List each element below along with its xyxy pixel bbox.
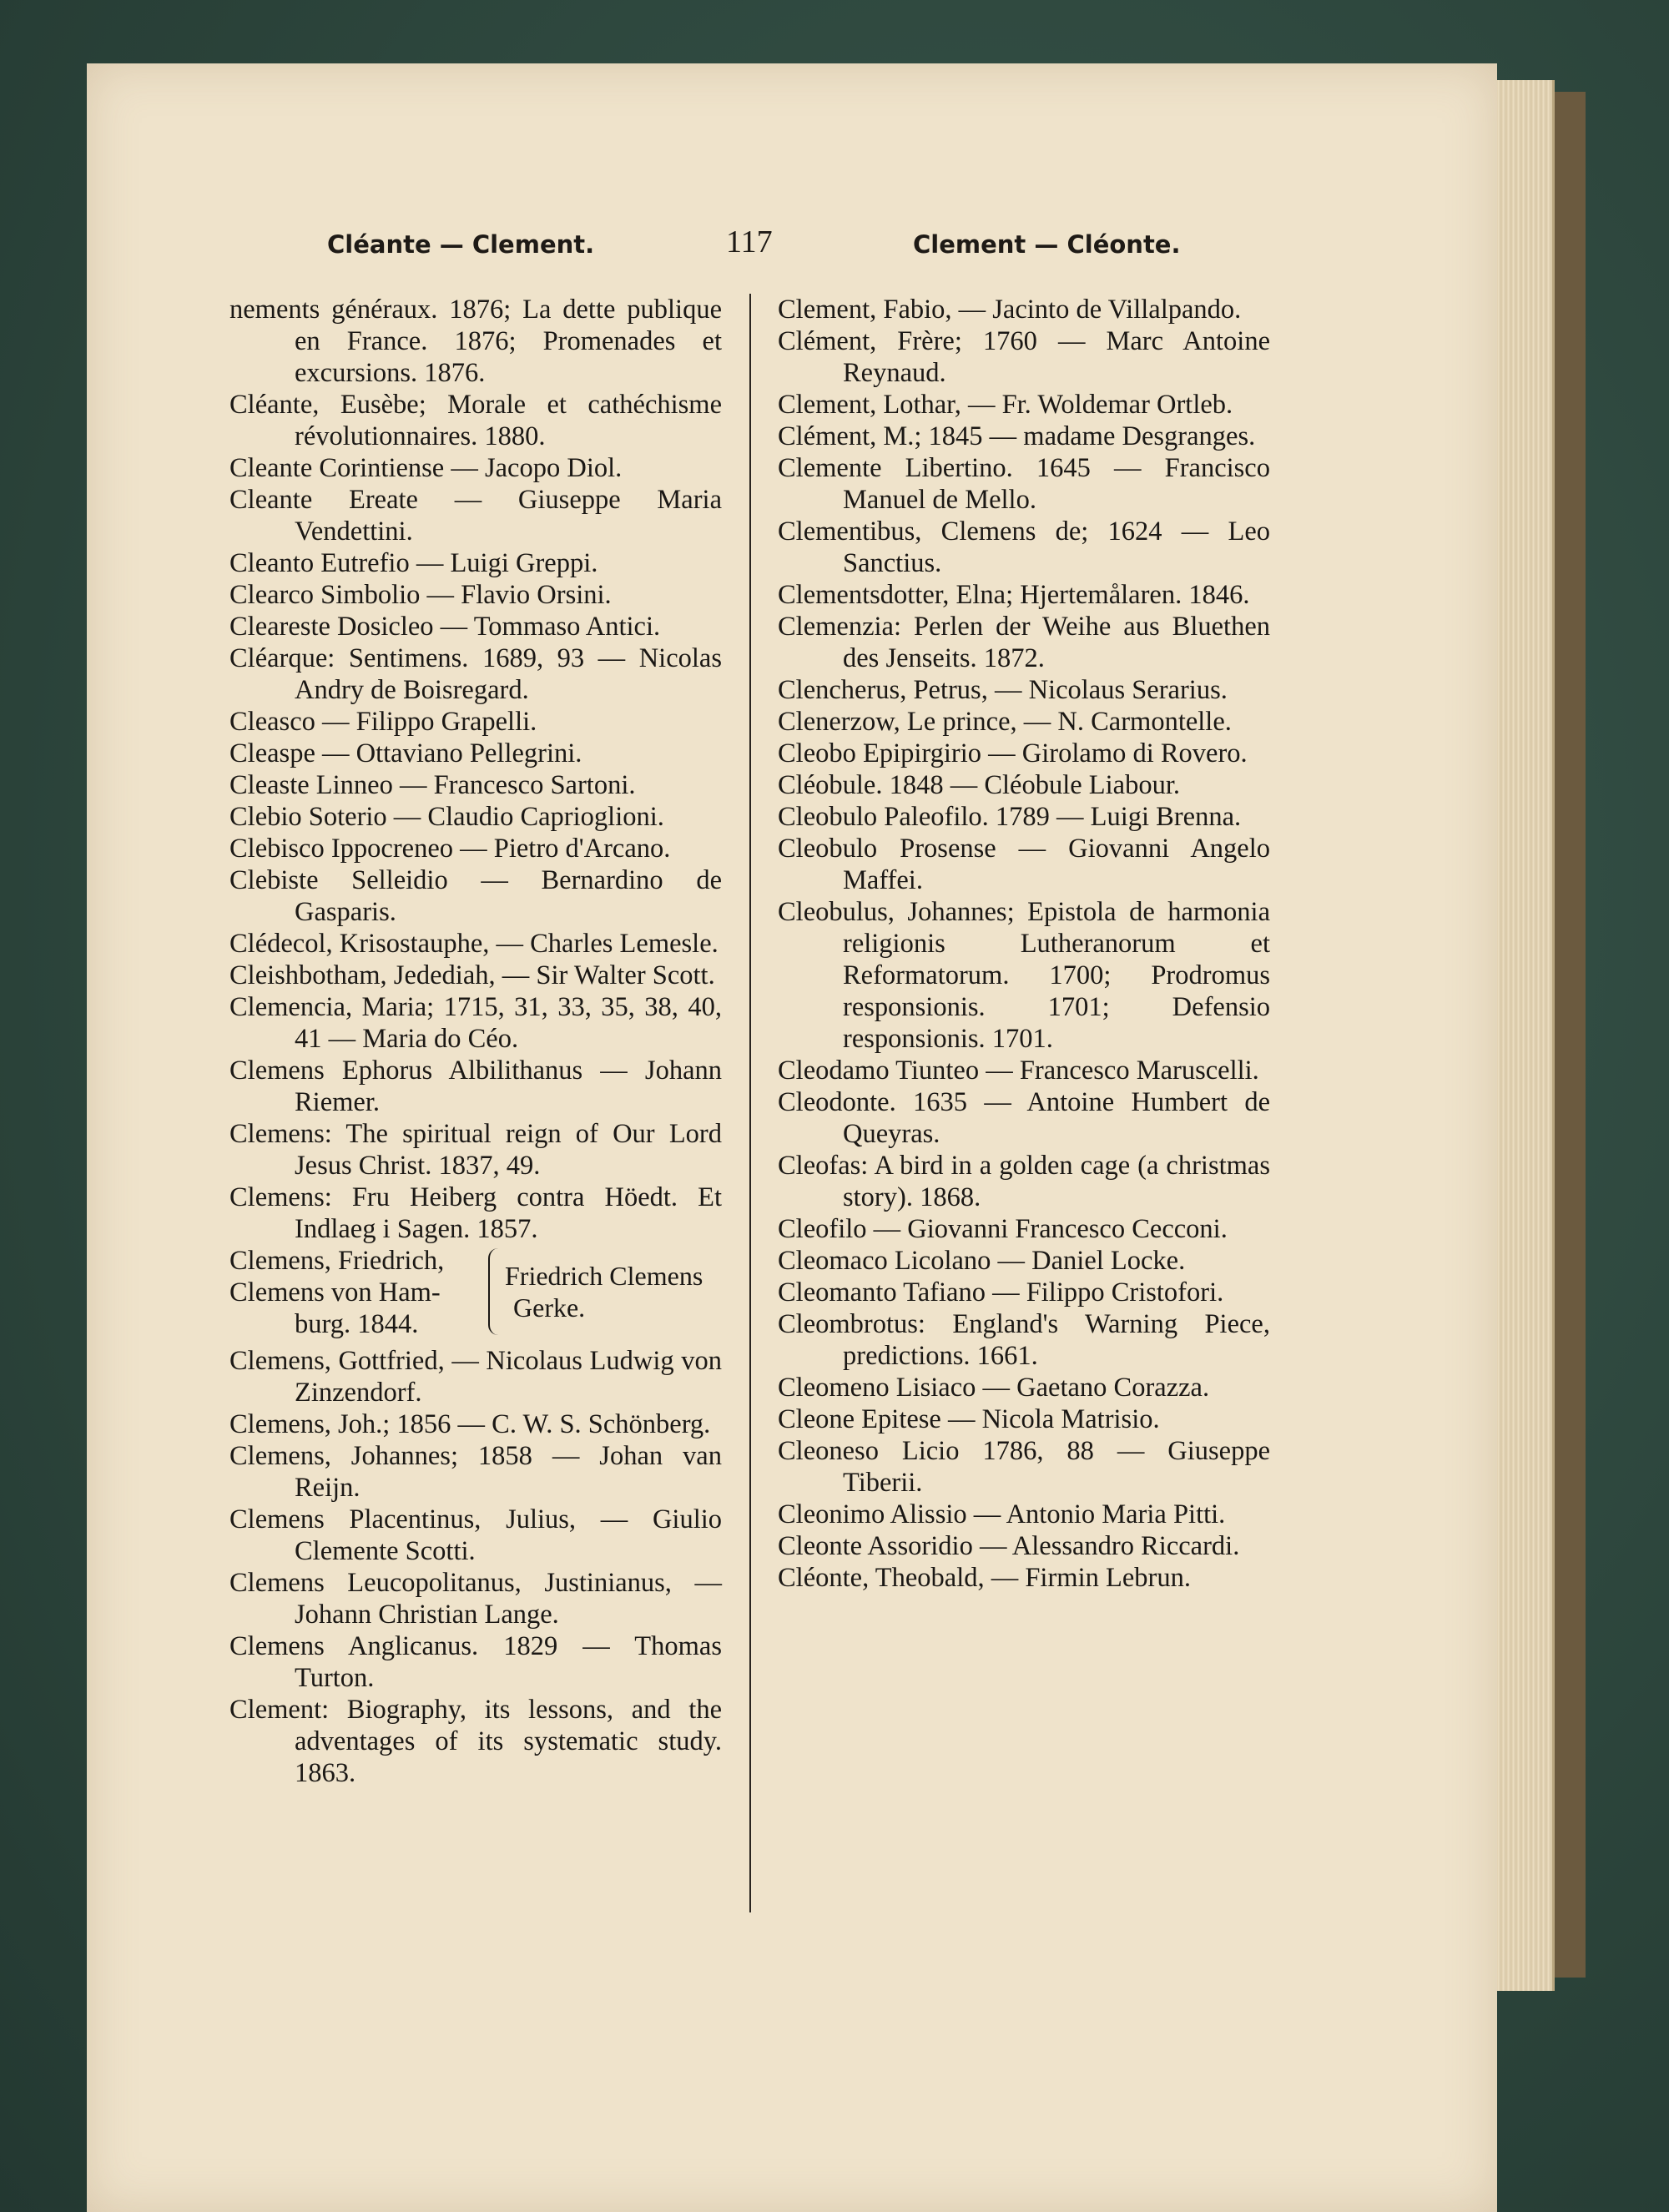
entry: Cleishbotham, Jedediah, — Sir Walter Scott. <box>229 960 715 990</box>
entry: Clemens: Fru Heiberg contra Höedt. Et Indlaeg i Sagen. 1857. <box>229 1182 722 1244</box>
bracketed-entry <box>229 1245 722 1345</box>
entry: Clemens: The spiritual reign of Our Lord Jesus Christ. 1837, 49. <box>229 1119 722 1181</box>
entry: Clemens Anglicanus. 1829 — Thomas Turton. <box>229 1631 722 1693</box>
entry: Cleone Epitese — Nicola Matrisio. <box>778 1404 1160 1434</box>
entry: Clenerzow, Le prince, — N. Carmontelle. <box>778 707 1232 737</box>
entry: Clement: Biography, its lessons, and the adventages of its systematic study. 1863. <box>229 1695 722 1788</box>
entry: Cleobulo Paleofilo. 1789 — Luigi Brenna. <box>778 802 1242 832</box>
entry: Clemens Placentinus, Julius, — Giulio Clemente Scotti. <box>229 1504 722 1566</box>
entry: Cleonimo Alissio — Antonio Maria Pitti. <box>778 1499 1226 1529</box>
entry: Cleomeno Lisiaco — Gaetano Corazza. <box>778 1373 1210 1403</box>
entry: Clementibus, Clemens de; 1624 — Leo Sanctius. <box>778 516 1270 578</box>
entry: Clemente Libertino. 1645 — Francisco Manuel de Mello. <box>778 453 1270 515</box>
right-column <box>778 294 1270 1594</box>
running-head-left: Cléante — Clement. <box>327 230 595 259</box>
entry: Cleobulus, Johannes; Epistola de harmonia religionis Lutheranorum et Reformatorum. 1700; Prodromus responsionis. 1701; Defensio responsionis. 1701. <box>778 897 1270 1054</box>
entry: Cleodonte. 1635 — Antoine Humbert de Queyras. <box>778 1087 1270 1149</box>
entry: Cleante Corintiense — Jacopo Diol. <box>229 453 623 483</box>
entry: Cleoneso Licio 1786, 88 — Giuseppe Tiberii. <box>778 1436 1270 1498</box>
entry: Cléonte, Theobald, — Firmin Lebrun. <box>778 1563 1191 1593</box>
bracket-line: burg. 1844. <box>295 1309 419 1339</box>
bracket-line: Clemens, Friedrich, <box>229 1246 445 1276</box>
left-column <box>229 294 722 1789</box>
entry: Clemens Leucopolitanus, Justinianus, — Johann Christian Lange. <box>229 1568 722 1630</box>
page-stack-edge <box>1494 80 1555 1991</box>
entry: Cleonte Assoridio — Alessandro Riccardi. <box>778 1531 1240 1561</box>
entry: Cleomaco Licolano — Daniel Locke. <box>778 1246 1186 1276</box>
entry: Clément, M.; 1845 — madame Desgranges. <box>778 421 1256 451</box>
entry: Cléarque: Sentimens. 1689, 93 — Nicolas Andry de Boisregard. <box>229 643 722 705</box>
entry: Cleareste Dosicleo — Tommaso Antici. <box>229 612 661 642</box>
entry: Cleaste Linneo — Francesco Sartoni. <box>229 770 636 800</box>
entry: Clebio Soterio — Claudio Caprioglioni. <box>229 802 664 832</box>
entry: Cleobo Epipirgirio — Girolamo di Rovero. <box>778 738 1248 768</box>
entry: Clédecol, Krisostauphe, — Charles Lemesle. <box>229 929 719 959</box>
page-number: 117 <box>726 224 773 259</box>
entry: Clencherus, Petrus, — Nicolaus Serarius. <box>778 675 1228 705</box>
entry: Clebisco Ippocreneo — Pietro d'Arcano. <box>229 834 671 864</box>
column-divider <box>749 294 751 1912</box>
entry: Cleanto Eutrefio — Luigi Greppi. <box>229 548 598 578</box>
entry: Cleasco — Filippo Grapelli. <box>229 707 537 737</box>
entry: Cleombrotus: England's Warning Piece, predictions. 1661. <box>778 1309 1270 1371</box>
entry: Cleodamo Tiunteo — Francesco Maruscelli. <box>778 1056 1259 1086</box>
entry: Cleofilo — Giovanni Francesco Cecconi. <box>778 1214 1228 1244</box>
curly-brace <box>488 1248 503 1335</box>
entry: Clearco Simbolio — Flavio Orsini. <box>229 580 612 610</box>
page-header <box>87 224 1497 274</box>
bracket-target <box>505 1260 722 1323</box>
entry: Clebiste Selleidio — Bernardino de Gasparis. <box>229 865 722 927</box>
entry: Clemens, Johannes; 1858 — Johan van Reijn. <box>229 1441 722 1503</box>
bracket-left-lines <box>229 1245 480 1340</box>
running-head-right: Clement — Cléonte. <box>913 230 1181 259</box>
entry: Clemenzia: Perlen der Weihe aus Bluethen des Jenseits. 1872. <box>778 612 1270 673</box>
bracket-target-line: Gerke. <box>513 1292 586 1323</box>
entry: Clement, Lothar, — Fr. Woldemar Ortleb. <box>778 390 1233 420</box>
entry: Cléobule. 1848 — Cléobule Liabour. <box>778 770 1181 800</box>
entry: Clemens, Joh.; 1856 — C. W. S. Schönberg. <box>229 1409 711 1439</box>
entry: Cleante Ereate — Giuseppe Maria Vendettini. <box>229 485 722 547</box>
entry: Clemens Ephorus Albilithanus — Johann Riemer. <box>229 1056 722 1117</box>
book-back-edge <box>1552 92 1586 1978</box>
entry: nements généraux. 1876; La dette publique en France. 1876; Promenades et excursions. 1876. <box>229 295 722 388</box>
entry: Clément, Frère; 1760 — Marc Antoine Reynaud. <box>778 326 1270 388</box>
entry: Cleofas: A bird in a golden cage (a christmas story). 1868. <box>778 1151 1270 1212</box>
entry: Cleaspe — Ottaviano Pellegrini. <box>229 738 582 768</box>
entry: Clement, Fabio, — Jacinto de Villalpando. <box>778 295 1242 325</box>
entry: Clemens, Gottfried, — Nicolaus Ludwig von Zinzendorf. <box>229 1346 722 1408</box>
entry: Cleobulo Prosense — Giovanni Angelo Maffei. <box>778 834 1270 895</box>
bracket-line: Clemens von Ham- <box>229 1277 441 1308</box>
entry: Clemencia, Maria; 1715, 31, 33, 35, 38, 40, 41 — Maria do Céo. <box>229 992 722 1054</box>
bracket-target-line: Friedrich Clemens <box>505 1261 703 1291</box>
entry: Cléante, Eusèbe; Morale et cathéchisme révolutionnaires. 1880. <box>229 390 722 451</box>
entry: Cleomanto Tafiano — Filippo Cristofori. <box>778 1277 1224 1308</box>
entry: Clementsdotter, Elna; Hjertemålaren. 1846. <box>778 580 1250 610</box>
